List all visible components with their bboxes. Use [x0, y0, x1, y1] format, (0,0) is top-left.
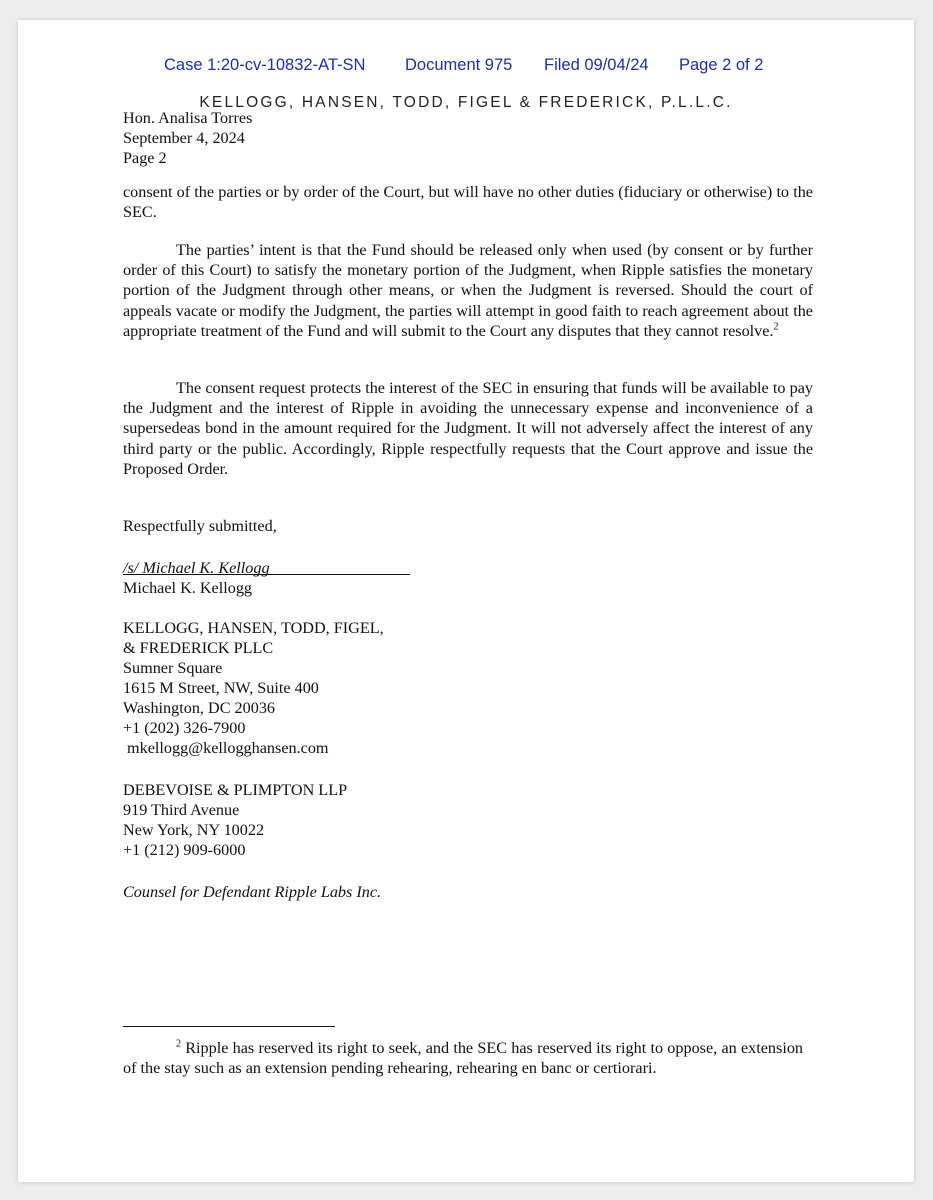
counsel-designation: Counsel for Defendant Ripple Labs Inc.: [123, 883, 382, 901]
signer-name: Michael K. Kellogg: [123, 579, 253, 597]
firm1-line: 1615 M Street, NW, Suite 400: [123, 679, 319, 697]
firm1-line: Washington, DC 20036: [123, 699, 276, 717]
firm1-email[interactable]: mkellogg@kellogghansen.com: [123, 739, 329, 757]
footnote-ref-2[interactable]: 2: [773, 321, 779, 333]
addressee-block: [123, 108, 252, 168]
page-count: Page 2 of 2: [679, 56, 764, 74]
electronic-signature: /s/ Michael K. Kellogg: [123, 559, 270, 577]
firm1-line: Sumner Square: [123, 659, 223, 677]
firm2-line: 919 Third Avenue: [123, 801, 240, 819]
firm2-address: [123, 780, 347, 860]
paragraph-1: consent of the parties or by order of the Court, but will have no other duties (fiduciary or otherwise) to the SEC.: [123, 183, 813, 222]
firm2-line: +1 (212) 909-6000: [123, 841, 246, 859]
filed-date: Filed 09/04/24: [544, 56, 649, 74]
case-number: Case 1:20-cv-10832-AT-SN: [164, 56, 366, 74]
document-number: Document 975: [405, 56, 513, 74]
footnote-marker: 2: [176, 1038, 181, 1050]
document-page: [18, 20, 914, 1182]
paragraph-2: [123, 240, 813, 341]
firm2-line: DEBEVOISE & PLIMPTON LLP: [123, 781, 348, 799]
footnote-text: Ripple has reserved its right to seek, and the SEC has reserved its right to oppose, an extension of the stay such as an extension pending rehearing, rehearing en banc or certiorari.: [123, 1039, 804, 1078]
firm1-address: [123, 618, 384, 758]
letter-page: Page 2: [123, 149, 167, 167]
firm1-line: +1 (202) 326-7900: [123, 719, 246, 737]
firm1-line: & FREDERICK PLLC: [123, 639, 274, 657]
letter-date: September 4, 2024: [123, 129, 245, 147]
paragraph-3: The consent request protects the interest of the SEC in ensuring that funds will be available to pay the Judgment and the interest of Ripple in avoiding the unnecessary expense and inconvenience of a supersedeas bond in the amount required for the Judgment. It will not adversely affect the interest of any third party or the public. Accordingly, Ripple respectfully requests that the Court approve and issue the Proposed Order.: [123, 379, 813, 478]
addressee-name: Hon. Analisa Torres: [123, 109, 253, 127]
closing: Respectfully submitted,: [123, 517, 277, 535]
footnote-2: [123, 1038, 803, 1078]
footnote-rule: [123, 1026, 335, 1027]
firm2-line: New York, NY 10022: [123, 821, 265, 839]
firm1-line: KELLOGG, HANSEN, TODD, FIGEL,: [123, 619, 384, 637]
letterhead-firm-name: KELLOGG, HANSEN, TODD, FIGEL & FREDERICK, P.L.L.C.: [199, 94, 733, 111]
paragraph-2-text: The parties’ intent is that the Fund should be released only when used (by consent or by further order of this Court) to satisfy the monetary portion of the Judgment, when Ripple satisfies the monetary portion of the Judgment through other means, or when the Judgment is reversed. Should the court of appeals vacate or modify the Judgment, the parties will attempt in good faith to reach agreement about the appropriate treatment of the Fund and will submit to the Court any disputes that they cannot resolve.: [123, 241, 813, 340]
signature-line: [123, 574, 410, 575]
